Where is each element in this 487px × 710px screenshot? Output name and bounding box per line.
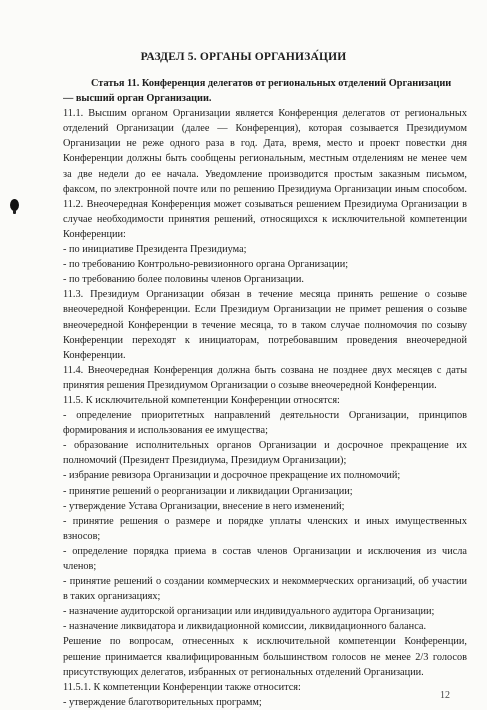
text-line: 11.2. Внеочередная Конференция может созываться решением Президиума Организации в [63, 198, 467, 210]
text-line: 11.3. Президиум Организации обязан в течение месяца принять решение о созыве [63, 289, 467, 301]
text-line: факсом, по электронной почте или по решению Президиума Организации иным способом. [63, 183, 467, 195]
text-line: - назначение ликвидатора и ликвидационной комиссии, ликвидационного баланса. [63, 621, 427, 633]
text-line: - определение приоритетных направлений деятельности Организации, принципов [63, 410, 467, 422]
text-line: - принятие решений о реорганизации и ликвидации Организации; [63, 485, 353, 497]
text-line: внеочередной Конференции. Если Президиум Организации не примет решения о созыве [63, 304, 467, 316]
page-number: 12 [440, 690, 450, 701]
article-body [63, 76, 467, 710]
text-line: полномочий (Президент Президиума, Президиум Организации); [63, 455, 347, 467]
text-line: - назначение аудиторской организации или индивидуального аудитора Организации; [63, 606, 435, 618]
text-line: - принятие решения о размере и порядке уплаты членских и иных имущественных [63, 515, 467, 527]
text-line: - по требованию более половины членов Организации. [63, 274, 304, 286]
text-line: Конференции. [63, 349, 126, 361]
text-line: случае необходимости принятия решений, относящихся к исключительной компетенции [63, 213, 467, 225]
text-line: Конференции должны быть сообщены региональным, местным отделениям не менее чем [63, 153, 467, 165]
text-line: - определение порядка приема в состав членов Организации и исключения из числа [63, 545, 467, 557]
text-line: Конференции переходят к инициаторам, потребовавшим проведения внеочередной [63, 334, 467, 346]
text-line: Организации не реже одного раза в год. Дата, время, место и проект повестки дня [63, 138, 467, 150]
section-title: РАЗДЕЛ 5. ОРГАНЫ ОРГАНИЗА́ЦИИ [140, 51, 347, 63]
text-line: - избрание ревизора Организации и досрочное прекращение их полномочий; [63, 470, 401, 482]
text-line: 11.5.1. К компетенции Конференции также относится: [63, 681, 301, 693]
text-line: за две недели до ее начала. Уведомление производится простым заказным письмом, [63, 168, 467, 180]
text-line: Конференции: [63, 228, 126, 240]
text-line: присутствующих делегатов, избранных от региональных отделений Организации. [63, 666, 424, 678]
punch-hole-mark [10, 199, 19, 211]
text-line: - по инициативе Президента Президиума; [63, 244, 247, 256]
text-line: 11.4. Внеочередная Конференция должна быть созвана не позднее двух месяцев с даты [63, 364, 467, 376]
text-line: 11.1. Высшим органом Организации является Конференция делегатов от региональных [63, 108, 467, 120]
text-line: Статья 11. Конференция делегатов от региональных отделений Организации [91, 78, 452, 89]
text-line: внеочередной Конференции в течение месяца, то в таком случае полномочия по созыву [63, 319, 467, 331]
text-line: - по требованию Контрольно-ревизионного органа Организации; [63, 259, 349, 271]
text-line: решение принимается квалифицированным большинством голосов не менее 2/3 голосов [63, 651, 467, 663]
text-line: принятия решения Президиумом Организации о созыве внеочередной Конференции. [63, 379, 437, 391]
text-line: - утверждение Устава Организации, внесение в него изменений; [63, 500, 345, 512]
text-line: взносов; [63, 530, 101, 542]
text-line: членов; [63, 561, 97, 572]
text-line: - принятие решений о создании коммерческих и некоммерческих организаций, об участии [63, 576, 467, 588]
text-line: Решение по вопросам, отнесенных к исключительной компетенции Конференции, [63, 636, 467, 648]
text-line: - образование исполнительных органов Организации и досрочное прекращение их [63, 440, 467, 452]
text-line: — высший орган Организации. [63, 93, 212, 105]
text-line: отделений Организации (далее — Конференция), которая созывается Президиумом [63, 123, 467, 135]
text-line: - утверждение благотворительных программ; [63, 696, 262, 708]
text-line: 11.5. К исключительной компетенции Конференции относятся: [63, 394, 340, 406]
text-line: в таких организациях; [63, 591, 161, 603]
text-line: формирования и использования ее имущества; [63, 425, 268, 437]
